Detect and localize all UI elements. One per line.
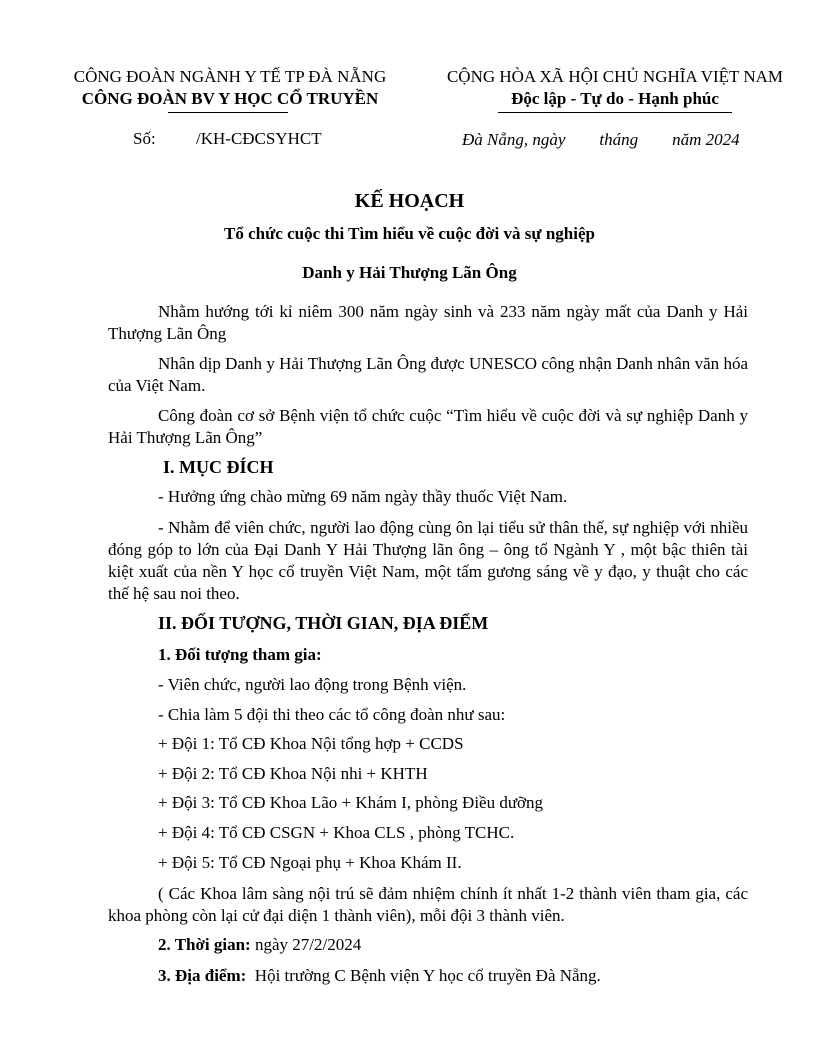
motto-underline (498, 112, 732, 113)
section-1-item-2: - Nhằm để viên chức, người lao động cùng ôn lại tiểu sử thân thế, sự nghiệp với nhiều đóng góp to lớn của Đại Danh Y Hải Thượng lãn ông – ông tổ Ngành Y , một bậc thiên tài kiệt xuất của nền Y học cổ truyền Việt Nam, một tấm gương sáng về y đạo, y thuật cho các thế hệ sau noi theo. (108, 518, 748, 603)
place-line (158, 966, 601, 986)
team-3: + Đội 3: Tổ CĐ Khoa Lão + Khám I, phòng Điều dưỡng (158, 793, 544, 812)
place-date: Đà Nẵng, ngày tháng năm 2024 (462, 130, 740, 149)
document-subtitle-2: Danh y Hải Thượng Lãn Ông (302, 263, 517, 282)
document-subtitle-1: Tổ chức cuộc thi Tìm hiểu về cuộc đời và sự nghiệp (224, 224, 595, 243)
document-number-code: /KH-CĐCSYHCT (196, 129, 322, 148)
team-5: + Đội 5: Tổ CĐ Ngoại phụ + Khoa Khám II. (158, 853, 462, 872)
org-line-1: CÔNG ĐOÀN NGÀNH Y TẾ TP ĐÀ NẴNG (73, 67, 387, 86)
team-1: + Đội 1: Tổ CĐ Khoa Nội tổng hợp + CCDS (158, 734, 464, 753)
org-underline (168, 112, 288, 113)
participants-note: ( Các Khoa lâm sàng nội trú sẽ đảm nhiệm chính ít nhất 1-2 thành viên tham gia, các khoa phòng còn lại cử đại diện 1 thành viên), mỗi đội 3 thành viên. (108, 884, 748, 925)
time-label: 2. Thời gian: (158, 935, 251, 954)
nation-line-1: CỘNG HÒA XÃ HỘI CHỦ NGHĨA VIỆT NAM (446, 67, 784, 86)
place-label: 3. Địa điểm: (158, 966, 247, 985)
section-2-heading: II. ĐỐI TƯỢNG, THỜI GIAN, ĐỊA ĐIỂM (158, 613, 489, 633)
intro-paragraph-1: Nhằm hướng tới kỉ niêm 300 năm ngày sinh và 233 năm ngày mất của Danh y Hải Thượng Lãn Ông (108, 302, 748, 343)
participants-line-1: - Viên chức, người lao động trong Bệnh viện. (158, 675, 467, 694)
intro-paragraph-2: Nhân dịp Danh y Hải Thượng Lãn Ông được UNESCO công nhận Danh nhân văn hóa của Việt Nam. (108, 354, 748, 395)
nation-line-2: Độc lập - Tự do - Hạnh phúc (511, 89, 719, 108)
intro-paragraph-3: Công đoàn cơ sở Bệnh viện tổ chức cuộc “Tìm hiểu về cuộc đời và sự nghiệp Danh y Hải Thượng Lãn Ông” (108, 406, 748, 447)
participants-heading: 1. Đối tượng tham gia: (158, 645, 322, 664)
team-4: + Đội 4: Tổ CĐ CSGN + Khoa CLS , phòng TCHC. (158, 823, 515, 842)
section-1-item-1: - Hưởng ứng chào mừng 69 năm ngày thầy thuốc Việt Nam. (158, 487, 568, 506)
participants-line-2: - Chia làm 5 đội thi theo các tổ công đoàn như sau: (158, 705, 506, 724)
document-number-label: Số: (133, 129, 156, 148)
time-value: ngày 27/2/2024 (250, 935, 362, 954)
team-2: + Đội 2: Tổ CĐ Khoa Nội nhi + KHTH (158, 764, 428, 783)
document-title: KẾ HOẠCH (354, 190, 465, 212)
org-line-2: CÔNG ĐOÀN BV Y HỌC CỔ TRUYỀN (81, 89, 379, 108)
place-value: Hội trường C Bệnh viện Y học cổ truyền Đà Nẵng. (246, 966, 601, 985)
time-line (158, 935, 361, 955)
section-1-heading: I. MỤC ĐÍCH (163, 457, 274, 477)
